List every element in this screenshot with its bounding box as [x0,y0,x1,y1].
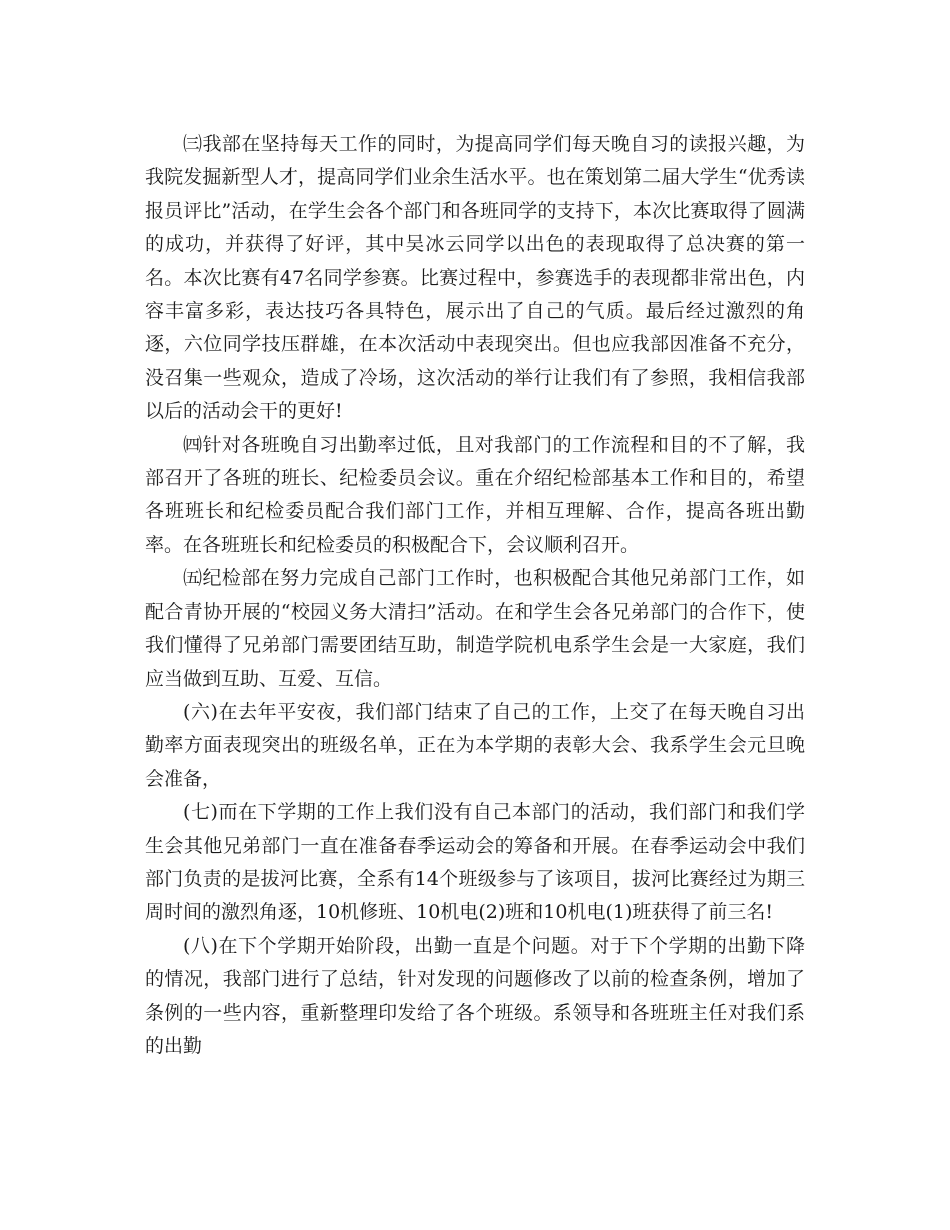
paragraph-7: (七)而在下学期的工作上我们没有自己本部门的活动，我们部门和我们学生会其他兄弟部门一直在准备春季运动会的筹备和开展。在春季运动会中我们部门负责的是拔河比赛，全系有14个班级参与了该项目，拔河比赛经过为期三周时间的激烈角逐，10机修班、10机电(2)班和10机电(1)班获得了前三名! [145,801,805,924]
paragraph-4: ㈣针对各班晚自习出勤率过低，且对我部门的工作流程和目的不了解，我部召开了各班的班长、纪检委员会议。重在介绍纪检部基本工作和目的，希望各班班长和纪检委员配合我们部门工作，并相互理解、合作，提高各班出勤率。在各班班长和纪检委员的积极配合下，会议顺利召开。 [145,433,805,556]
paragraph-8: (八)在下个学期开始阶段，出勤一直是个问题。对于下个学期的出勤下降的情况，我部门进行了总结，针对发现的问题修改了以前的检查条例，增加了条例的一些内容，重新整理印发给了各个班级。系领导和各班班主任对我们系的出勤 [145,934,805,1057]
paragraph-5: ㈤纪检部在努力完成自己部门工作时，也积极配合其他兄弟部门工作，如配合青协开展的“校园义务大清扫”活动。在和学生会各兄弟部门的合作下，使我们懂得了兄弟部门需要团结互助，制造学院机电系学生会是一大家庭，我们应当做到互助、互爱、互信。 [145,567,805,690]
document-body [145,128,805,1063]
paragraph-6: (六)在去年平安夜，我们部门结束了自己的工作，上交了在每天晚自习出勤率方面表现突出的班级名单，正在为本学期的表彰大会、我系学生会元旦晚会准备， [145,700,805,790]
paragraph-3: ㈢我部在坚持每天工作的同时，为提高同学们每天晚自习的读报兴趣，为我院发掘新型人才，提高同学们业余生活水平。也在策划第二届大学生“优秀读报员评比”活动，在学生会各个部门和各班同学的支持下，本次比赛取得了圆满的成功，并获得了好评，其中吴冰云同学以出色的表现取得了总决赛的第一名。本次比赛有47名同学参赛。比赛过程中，参赛选手的表现都非常出色，内容丰富多彩，表达技巧各具特色，展示出了自己的气质。最后经过激烈的角逐，六位同学技压群雄，在本次活动中表现突出。但也应我部因准备不充分，没召集一些观众，造成了冷场，这次活动的举行让我们有了参照，我相信我部以后的活动会干的更好! [145,133,805,423]
